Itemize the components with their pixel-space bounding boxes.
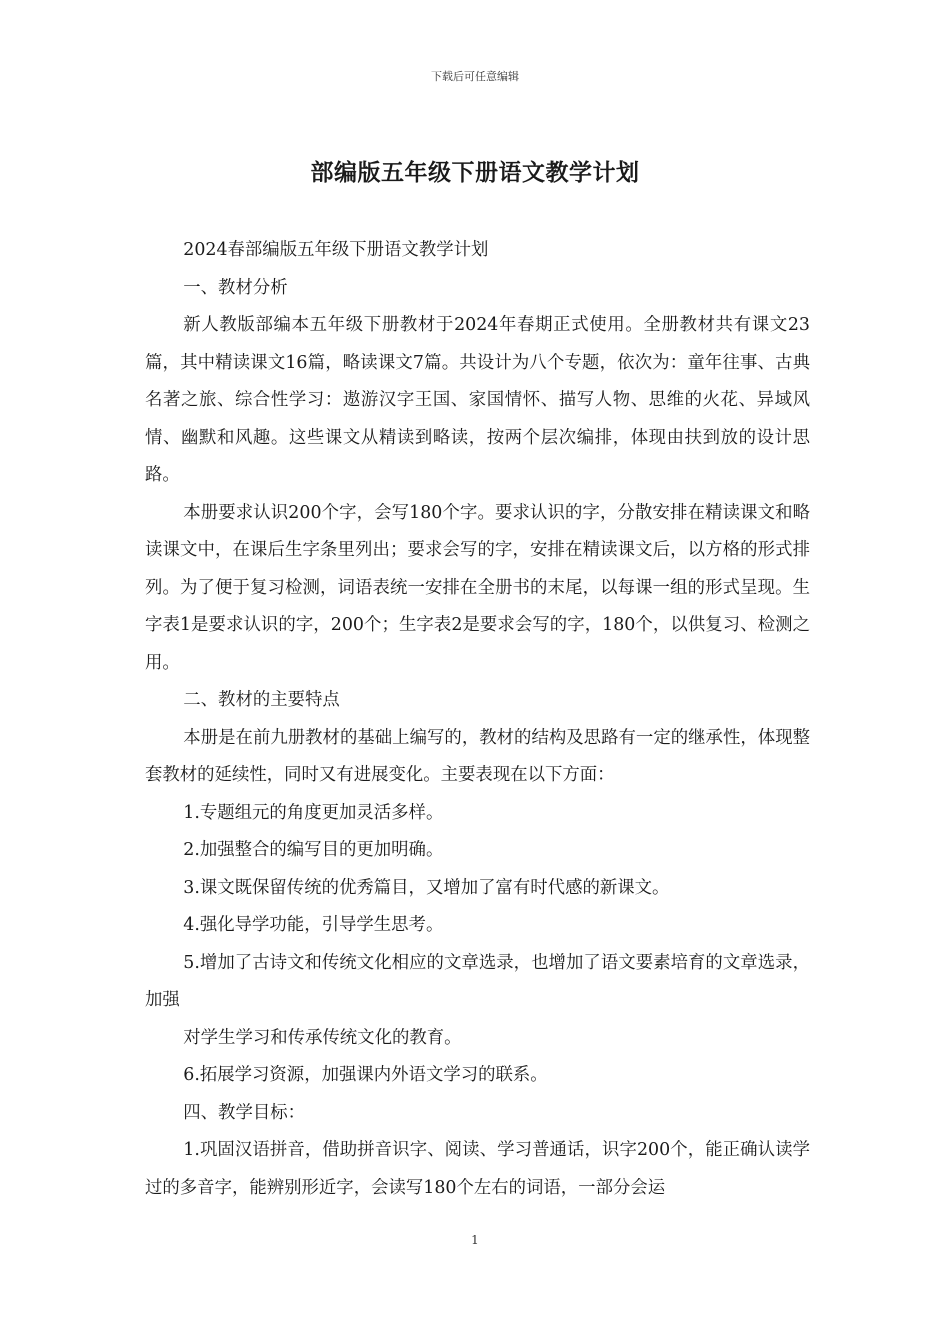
body-paragraph: 本册要求认识200个字，会写180个字。要求认识的字，分散安排在精读课文和略读课文中，在课后生字条里列出；要求会写的字，安排在精读课文后，以方格的形式排列。为了便于复习检测，词语表统一安排在全册书的末尾，以每课一组的形式呈现。生字表1是要求认识的字，200个；生字表2是要求会写的字，180个，以供复习、检测之用。 [145,502,810,673]
page-number: 1 [471,1233,479,1247]
section-heading-material-analysis: 一、教材分析 [183,277,288,298]
body-paragraph: 本册是在前九册教材的基础上编写的，教材的结构及思路有一定的继承性，体现整套教材的延续性，同时又有进展变化。主要表现在以下方面： [145,727,810,785]
list-item-continuation: 对学生学习和传承传统文化的教育。 [183,1027,462,1048]
body-paragraph: 新人教版部编本五年级下册教材于2024年春期正式使用。全册教材共有课文23篇，其中精读课文16篇，略读课文7篇。共设计为八个专题，依次为：童年往事、古典名著之旅、综合性学习：遨游汉字王国、家国情怀、描写人物、思维的火花、异域风情、幽默和风趣。这些课文从精读到略读，按两个层次编排，体现由扶到放的设计思路。 [145,315,810,485]
list-item: 1.巩固汉语拼音，借助拼音识字、阅读、学习普通话，识字200个，能正确认读学过的多音字，能辨别形近字，会读写180个左右的词语，一部分会运 [145,1140,810,1198]
header-note: 下载后可任意编辑 [431,70,519,83]
list-item: 3.课文既保留传统的优秀篇目，又增加了富有时代感的新课文。 [183,877,670,898]
list-item: 6.拓展学习资源，加强课内外语文学习的联系。 [183,1065,548,1085]
list-item: 2.加强整合的编写目的更加明确。 [183,840,444,860]
list-item: 5.增加了古诗文和传统文化相应的文章选录，也增加了语文要素培育的文章选录，加强 [145,952,810,1010]
document-title: 部编版五年级下册语文教学计划 [310,159,640,186]
subtitle-paragraph: 2024春部编版五年级下册语文教学计划 [183,240,489,260]
list-item: 4.强化导学功能，引导学生思考。 [183,915,444,935]
section-heading-teaching-goals: 四、教学目标： [183,1102,306,1123]
list-item: 1.专题组元的角度更加灵活多样。 [183,802,444,823]
document-body [145,232,810,1207]
section-heading-main-features: 二、教材的主要特点 [183,690,340,710]
